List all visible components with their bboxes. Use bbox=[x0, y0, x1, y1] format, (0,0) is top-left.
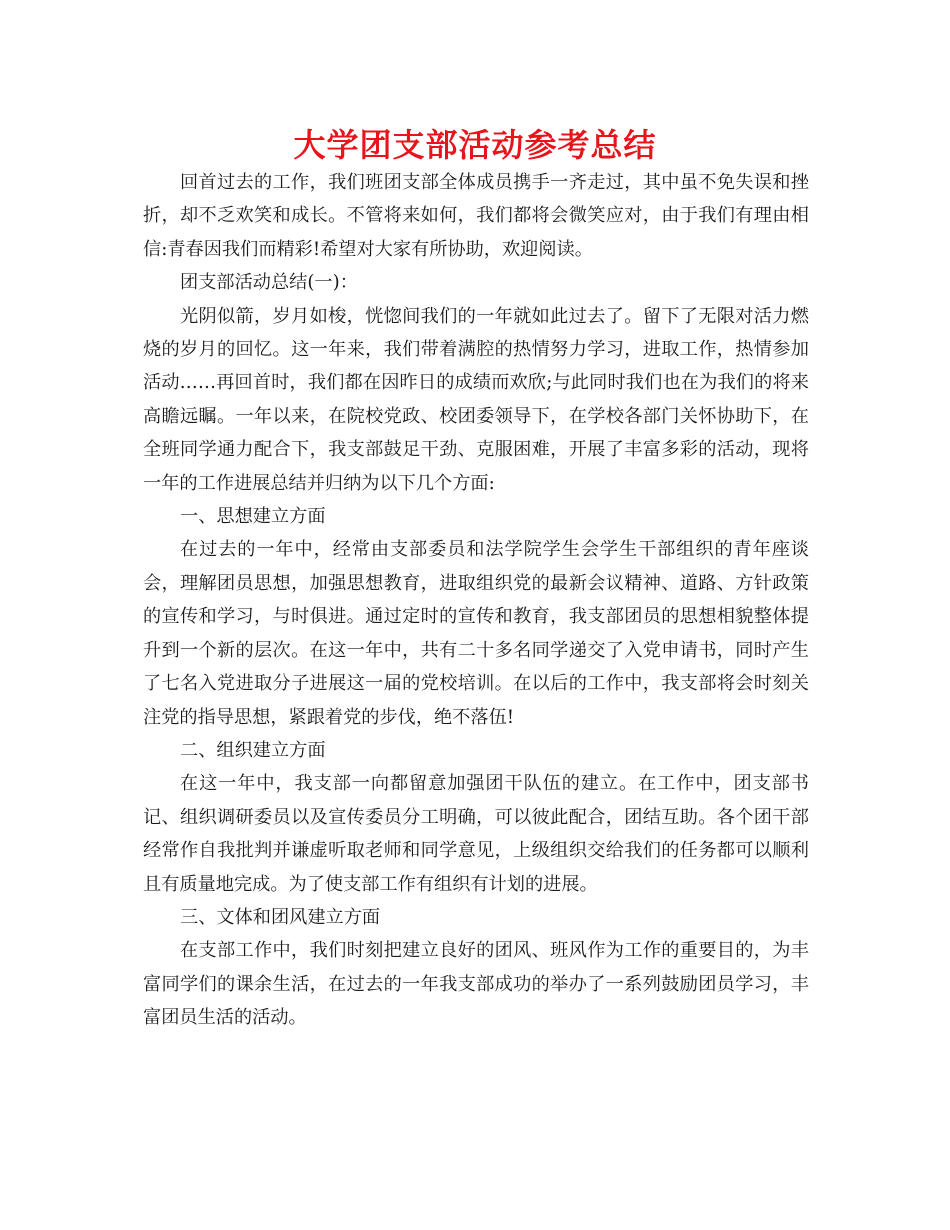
body-paragraph: 在支部工作中，我们时刻把建立良好的团风、班风作为工作的重要目的，为丰富同学们的课余生活，在过去的一年我支部成功的举办了一系列鼓励团员学习，丰富团员生活的活动。 bbox=[143, 940, 809, 1029]
section-heading-culture: 三、文体和团风建立方面 bbox=[180, 906, 381, 928]
section-heading-ideology: 一、思想建立方面 bbox=[180, 506, 326, 528]
document-title: 大学团支部活动参考总结 bbox=[293, 126, 657, 164]
intro-paragraph: 回首过去的工作，我们班团支部全体成员携手一齐走过，其中虽不免失误和挫折，却不乏欢笑和成长。不管将来如何，我们都将会微笑应对，由于我们有理由相信:青春因我们而精彩!希望对大家有所协助，欢迎阅读。 bbox=[143, 172, 809, 260]
document-body bbox=[143, 166, 809, 1035]
section-heading-summary-one: 团支部活动总结(一)： bbox=[180, 272, 358, 294]
body-paragraph: 在过去的一年中，经常由支部委员和法学院学生会学生干部组织的青年座谈会，理解团员思想，加强思想教育，进取组织党的最新会议精神、道路、方针政策的宣传和学习，与时俱进。通过定时的宣传和教育，我支部团员的思想相貌整体提升到一个新的层次。在这一年中，共有二十多名同学递交了入党申请书，同时产生了七名入党进取分子进展这一届的党校培训。在以后的工作中，我支部将会时刻关注党的指导思想，紧跟着党的步伐，绝不落伍! bbox=[143, 539, 809, 728]
body-paragraph: 光阴似箭，岁月如梭，恍惚间我们的一年就如此过去了。留下了无限对活力燃烧的岁月的回忆。这一年来，我们带着满腔的热情努力学习，进取工作，热情参加活动……再回首时，我们都在因昨日的成绩而欢欣;与此同时我们也在为我们的将来高瞻远瞩。一年以来，在院校党政、校团委领导下，在学校各部门关怀协助下，在全班同学通力配合下，我支部鼓足干劲、克服困难，开展了丰富多彩的活动，现将一年的工作进展总结并归纳为以下几个方面: bbox=[143, 305, 809, 494]
section-heading-organization: 二、组织建立方面 bbox=[180, 739, 326, 761]
body-paragraph: 在这一年中，我支部一向都留意加强团干队伍的建立。在工作中，团支部书记、组织调研委员以及宣传委员分工明确，可以彼此配合，团结互助。各个团干部经常作自我批判并谦虚听取老师和同学意见，上级组织交给我们的任务都可以顺利且有质量地完成。为了使支部工作有组织有计划的进展。 bbox=[143, 773, 809, 895]
